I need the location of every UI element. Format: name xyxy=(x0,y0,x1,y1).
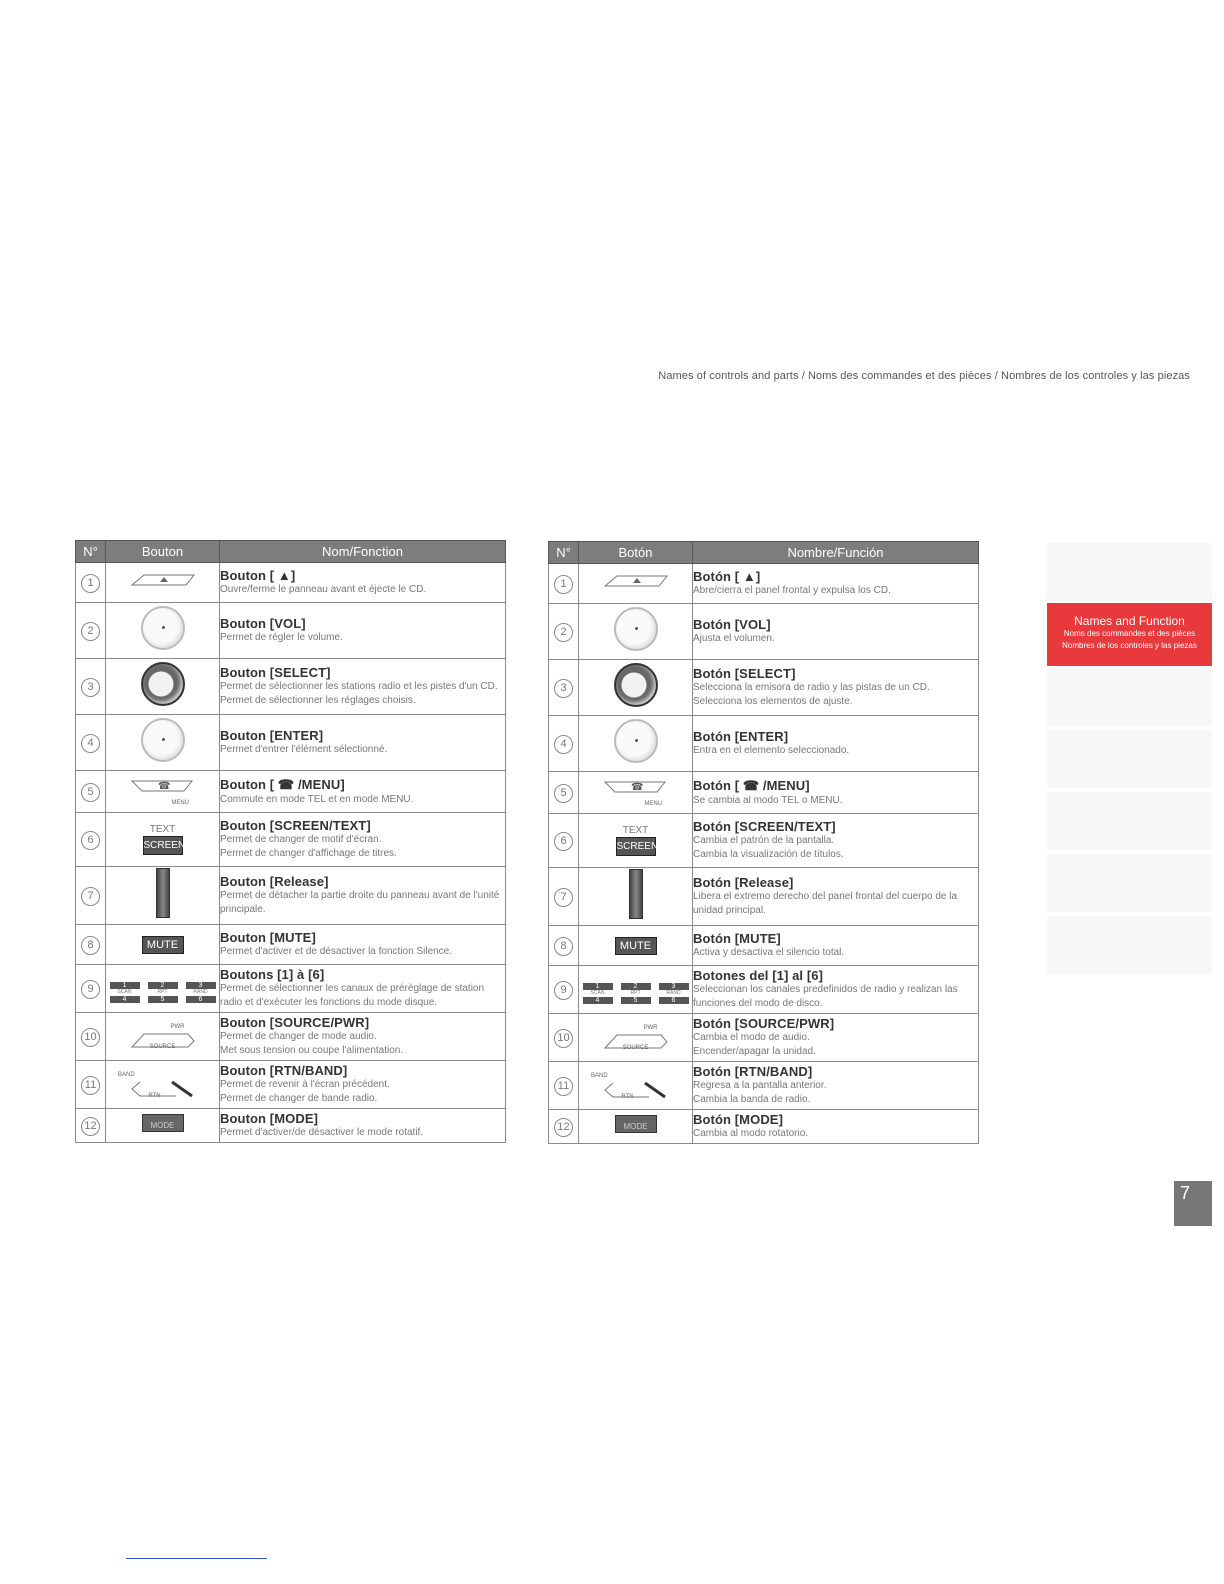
mode-button-icon: MODE xyxy=(615,1115,657,1133)
preset-sub-label: RPT xyxy=(630,990,641,996)
row-title: Botón [VOL] xyxy=(693,617,771,632)
table-row xyxy=(549,966,979,1014)
row-number xyxy=(549,926,579,966)
col-header-num: N° xyxy=(76,541,106,563)
row-description: Activa y desactiva el silencio total. xyxy=(693,947,845,958)
table-row xyxy=(549,814,979,868)
row-number xyxy=(76,867,106,925)
table-row xyxy=(549,604,979,660)
button-illustration xyxy=(579,868,693,926)
button-illustration xyxy=(106,1013,220,1061)
row-number xyxy=(76,1061,106,1109)
row-function xyxy=(220,771,506,813)
table-row xyxy=(76,965,506,1013)
row-function xyxy=(693,926,979,966)
row-number-badge: 4 xyxy=(81,734,100,753)
preset-sub-label: RPT xyxy=(157,989,168,995)
row-function xyxy=(693,660,979,716)
table-row xyxy=(549,660,979,716)
row-title: Botones del [1] al [6] xyxy=(693,968,824,983)
row-title: Bouton [ENTER] xyxy=(220,728,324,743)
table-row xyxy=(76,715,506,771)
col-header-button: Botón xyxy=(579,542,693,564)
svg-text:☎: ☎ xyxy=(630,782,643,793)
row-description: Permet de changer de bande radio. xyxy=(220,1093,378,1104)
preset-button: 4 xyxy=(110,996,140,1003)
sidebar-active-fr: Noms des commandes et des pièces xyxy=(1063,629,1196,638)
preset-button: 1 xyxy=(583,983,613,990)
button-illustration xyxy=(106,603,220,659)
row-title: Botón [SELECT] xyxy=(693,666,796,681)
sidebar-item-3[interactable] xyxy=(1047,668,1212,726)
preset-button: 1 xyxy=(110,982,140,989)
row-description: Permet de sélectionner les stations radio et les pistes d'un CD. xyxy=(220,681,498,692)
row-number xyxy=(76,1013,106,1061)
row-number xyxy=(76,771,106,813)
screen-button-icon: SCREEN xyxy=(616,837,656,856)
row-number xyxy=(549,868,579,926)
row-description: Libera el extremo derecho del panel frontal del cuerpo de la unidad principal. xyxy=(693,891,958,916)
release-bar-icon xyxy=(629,869,643,919)
row-number xyxy=(549,1014,579,1062)
mute-button-icon: MUTE xyxy=(615,937,657,955)
row-number xyxy=(549,716,579,772)
band-label: BAND xyxy=(591,1072,608,1079)
button-illustration xyxy=(579,1014,693,1062)
button-illustration xyxy=(106,659,220,715)
preset-button: 5 xyxy=(148,996,178,1003)
screen-button-icon: SCREEN xyxy=(143,836,183,855)
sidebar-item-names-and-function[interactable] xyxy=(1047,603,1212,666)
sidebar-item-5[interactable] xyxy=(1047,792,1212,850)
table-row xyxy=(549,1110,979,1144)
row-function xyxy=(220,965,506,1013)
button-illustration xyxy=(579,604,693,660)
row-function xyxy=(220,715,506,771)
row-function xyxy=(220,925,506,965)
row-description: Permet d'activer/de désactiver le mode rotatif. xyxy=(220,1127,424,1138)
row-title: Bouton [ ▲] xyxy=(220,568,296,583)
row-title: Bouton [SELECT] xyxy=(220,665,331,680)
text-label: TEXT xyxy=(149,824,176,835)
row-title: Boutons [1] à [6] xyxy=(220,967,325,982)
button-illustration xyxy=(106,563,220,603)
menu-label: MENU xyxy=(171,800,189,806)
svg-text:☎: ☎ xyxy=(157,781,170,792)
row-number xyxy=(76,715,106,771)
row-number xyxy=(549,814,579,868)
col-header-function: Nom/Fonction xyxy=(220,541,506,563)
row-number xyxy=(76,659,106,715)
row-number-badge: 8 xyxy=(554,937,573,956)
preset-button: 2 xyxy=(148,982,178,989)
row-number xyxy=(76,1109,106,1143)
eject-button-shape xyxy=(601,570,671,592)
preset-button: 3 xyxy=(186,982,216,989)
row-number-badge: 12 xyxy=(81,1117,100,1136)
row-number-badge: 4 xyxy=(554,735,573,754)
row-function xyxy=(220,1061,506,1109)
row-description: Encender/apagar la unidad. xyxy=(693,1046,816,1057)
row-description: Permet de changer de mode audio. xyxy=(220,1031,377,1042)
row-number-badge: 1 xyxy=(554,575,573,594)
row-number xyxy=(76,965,106,1013)
row-number-badge: 12 xyxy=(554,1118,573,1137)
preset-sub-label: RAND xyxy=(193,989,208,995)
preset-button: 3 xyxy=(659,983,689,990)
table-row xyxy=(76,771,506,813)
sidebar-active-es: Nombres de los controles y las piezas xyxy=(1062,641,1197,650)
button-illustration xyxy=(579,926,693,966)
button-illustration xyxy=(106,925,220,965)
row-function xyxy=(220,603,506,659)
row-function xyxy=(693,716,979,772)
row-function xyxy=(220,563,506,603)
table-row xyxy=(549,716,979,772)
row-number xyxy=(549,966,579,1014)
row-number-badge: 11 xyxy=(554,1077,573,1096)
row-number-badge: 1 xyxy=(81,574,100,593)
button-illustration xyxy=(106,715,220,771)
release-bar-icon xyxy=(156,868,170,918)
menu-label: MENU xyxy=(644,801,662,807)
button-illustration xyxy=(579,814,693,868)
row-title: Botón [ENTER] xyxy=(693,729,789,744)
row-number xyxy=(549,660,579,716)
row-description: Abre/cierra el panel frontal y expulsa los CD. xyxy=(693,585,891,596)
row-description: Permet de revenir à l'écran précédent. xyxy=(220,1079,390,1090)
row-number-badge: 3 xyxy=(81,678,100,697)
row-number-badge: 9 xyxy=(554,981,573,1000)
mode-button-icon: MODE xyxy=(142,1114,184,1132)
table-row xyxy=(549,564,979,604)
row-number xyxy=(76,563,106,603)
table-row xyxy=(76,659,506,715)
row-number-badge: 2 xyxy=(81,622,100,641)
mute-button-icon: MUTE xyxy=(142,936,184,954)
sidebar-item-6[interactable] xyxy=(1047,854,1212,912)
row-number xyxy=(549,604,579,660)
row-function xyxy=(220,659,506,715)
button-illustration xyxy=(106,771,220,813)
row-function xyxy=(693,966,979,1014)
row-number xyxy=(549,564,579,604)
row-description: Permet de changer d'affichage de titres. xyxy=(220,848,397,859)
row-title: Bouton [SCREEN/TEXT] xyxy=(220,818,371,833)
row-title: Bouton [MODE] xyxy=(220,1111,319,1126)
table-row xyxy=(76,813,506,867)
row-number-badge: 9 xyxy=(81,980,100,999)
preset-sub-label: RAND xyxy=(666,990,681,996)
row-number-badge: 10 xyxy=(554,1029,573,1048)
text-label: TEXT xyxy=(622,825,649,836)
row-function xyxy=(693,604,979,660)
row-description: Met sous tension ou coupe l'alimentation. xyxy=(220,1045,404,1056)
volume-knob-icon xyxy=(614,607,658,651)
row-description: Permet de sélectionner les canaux de prérèglage de station radio et d'exécuter les fonctions du mode disque. xyxy=(220,983,485,1008)
row-number xyxy=(549,772,579,814)
phone-menu-button-shape xyxy=(128,777,198,795)
row-title: Bouton [Release] xyxy=(220,874,329,889)
button-illustration xyxy=(579,772,693,814)
row-description: Entra en el elemento seleccionado. xyxy=(693,745,850,756)
button-illustration xyxy=(579,564,693,604)
enter-knob-icon xyxy=(141,718,185,762)
row-description: Permet d'activer et de désactiver la fonction Silence. xyxy=(220,946,453,957)
rtn-label: RTN xyxy=(621,1093,634,1100)
row-function xyxy=(693,1014,979,1062)
rtn-label: RTN xyxy=(148,1092,161,1099)
pwr-label: PWR xyxy=(170,1023,185,1030)
preset-button: 6 xyxy=(659,997,689,1004)
page-number: 7 xyxy=(1174,1181,1212,1226)
row-description: Cambia al modo rotatorio. xyxy=(693,1128,809,1139)
row-description: Seleccionan los canales predefinidos de radio y realizan las funciones del modo de disco. xyxy=(693,984,958,1009)
preset-button: 6 xyxy=(186,996,216,1003)
table-row xyxy=(76,563,506,603)
table-row xyxy=(76,1109,506,1143)
pwr-label: PWR xyxy=(643,1024,658,1031)
col-header-function: Nombre/Función xyxy=(693,542,979,564)
row-function xyxy=(220,867,506,925)
row-number-badge: 6 xyxy=(81,831,100,850)
row-function xyxy=(693,868,979,926)
row-title: Botón [SOURCE/PWR] xyxy=(693,1016,835,1031)
row-function xyxy=(693,814,979,868)
source-label: SOURCE xyxy=(149,1043,176,1050)
row-description: Regresa a la pantalla anterior. xyxy=(693,1080,827,1091)
row-number xyxy=(76,813,106,867)
row-number-badge: 7 xyxy=(554,888,573,907)
col-header-button: Bouton xyxy=(106,541,220,563)
row-number-badge: 2 xyxy=(554,623,573,642)
table-row xyxy=(76,1061,506,1109)
button-illustration xyxy=(106,867,220,925)
row-number-badge: 11 xyxy=(81,1076,100,1095)
select-knob-icon xyxy=(614,663,658,707)
row-number xyxy=(549,1110,579,1144)
row-number-badge: 6 xyxy=(554,832,573,851)
row-function xyxy=(220,813,506,867)
row-number-badge: 10 xyxy=(81,1028,100,1047)
button-illustration xyxy=(579,966,693,1014)
volume-knob-icon xyxy=(141,606,185,650)
row-number-badge: 8 xyxy=(81,936,100,955)
row-title: Bouton [VOL] xyxy=(220,616,306,631)
row-title: Bouton [ ☎ /MENU] xyxy=(220,776,345,792)
button-illustration xyxy=(106,965,220,1013)
preset-buttons xyxy=(110,982,216,1003)
preset-button: 4 xyxy=(583,997,613,1004)
row-title: Botón [SCREEN/TEXT] xyxy=(693,819,836,834)
row-description: Cambia el patrón de la pantalla. xyxy=(693,835,835,846)
table-row xyxy=(76,1013,506,1061)
row-description: Permet d'entrer l'élément sélectionné. xyxy=(220,744,388,755)
controls-table-fr xyxy=(75,540,506,1143)
band-label: BAND xyxy=(118,1071,135,1078)
row-number-badge: 3 xyxy=(554,679,573,698)
table-row xyxy=(549,1014,979,1062)
row-description: Cambia el modo de audio. xyxy=(693,1032,810,1043)
row-function xyxy=(693,772,979,814)
row-description: Permet de changer de motif d'écran. xyxy=(220,834,382,845)
table-row xyxy=(76,925,506,965)
row-function xyxy=(693,564,979,604)
preset-sub-label: SCAN xyxy=(590,990,605,996)
row-title: Botón [Release] xyxy=(693,875,794,890)
row-function xyxy=(220,1109,506,1143)
row-description: Ajusta el volumen. xyxy=(693,633,775,644)
row-number xyxy=(549,1062,579,1110)
row-description: Permet de régler le volume. xyxy=(220,632,343,643)
button-illustration xyxy=(106,813,220,867)
footer-rule xyxy=(126,1558,267,1559)
rtn-button-shape xyxy=(603,1079,669,1099)
table-row xyxy=(549,926,979,966)
preset-button: 2 xyxy=(621,983,651,990)
row-title: Botón [MODE] xyxy=(693,1112,784,1127)
table-row xyxy=(76,603,506,659)
button-illustration xyxy=(579,716,693,772)
sidebar-item-1[interactable] xyxy=(1047,543,1212,601)
row-function xyxy=(693,1062,979,1110)
eject-button-shape xyxy=(128,569,198,591)
button-illustration xyxy=(579,660,693,716)
sidebar-item-7[interactable] xyxy=(1047,916,1212,974)
row-title: Bouton [SOURCE/PWR] xyxy=(220,1015,370,1030)
row-title: Bouton [MUTE] xyxy=(220,930,316,945)
select-knob-icon xyxy=(141,662,185,706)
row-function xyxy=(693,1110,979,1144)
button-illustration xyxy=(579,1110,693,1144)
table-row xyxy=(549,1062,979,1110)
source-label: SOURCE xyxy=(622,1044,649,1051)
table-row xyxy=(549,868,979,926)
row-description: Cambia la banda de radio. xyxy=(693,1094,811,1105)
sidebar-item-4[interactable] xyxy=(1047,730,1212,788)
phone-menu-button-shape xyxy=(601,778,671,796)
row-number xyxy=(76,925,106,965)
rtn-button-shape xyxy=(130,1078,196,1098)
row-number-badge: 5 xyxy=(81,783,100,802)
row-number-badge: 5 xyxy=(554,784,573,803)
row-title: Botón [RTN/BAND] xyxy=(693,1064,813,1079)
row-description: Ouvre/ferme le panneau avant et éjecte le CD. xyxy=(220,584,427,595)
row-description: Permet de sélectionner les réglages choisis. xyxy=(220,695,416,706)
row-description: Commute en mode TEL et en mode MENU. xyxy=(220,793,414,805)
row-title: Bouton [RTN/BAND] xyxy=(220,1063,348,1078)
row-description: Selecciona los elementos de ajuste. xyxy=(693,696,853,707)
row-description: Se cambia al modo TEL o MENU. xyxy=(693,794,843,806)
row-description: Cambia la visualización de títulos. xyxy=(693,849,844,860)
table-row xyxy=(549,772,979,814)
row-description: Selecciona la emisora de radio y las pistas de un CD. xyxy=(693,682,930,693)
enter-knob-icon xyxy=(614,719,658,763)
preset-buttons xyxy=(583,983,689,1004)
row-title: Botón [MUTE] xyxy=(693,931,781,946)
button-illustration xyxy=(579,1062,693,1110)
button-illustration xyxy=(106,1109,220,1143)
button-illustration xyxy=(106,1061,220,1109)
controls-table-es xyxy=(548,541,979,1144)
row-number-badge: 7 xyxy=(81,887,100,906)
preset-button: 5 xyxy=(621,997,651,1004)
row-title: Botón [ ▲] xyxy=(693,569,761,584)
table-row xyxy=(76,867,506,925)
preset-sub-label: SCAN xyxy=(117,989,132,995)
col-header-num: N° xyxy=(549,542,579,564)
sidebar-active-title: Names and Function xyxy=(1074,614,1185,628)
page-header-breadcrumb: Names of controls and parts / Noms des commandes et des pièces / Nombres de los controles y las piezas xyxy=(658,370,1190,382)
row-number xyxy=(76,603,106,659)
row-description: Permet de détacher la partie droite du panneau avant de l'unité principale. xyxy=(220,890,500,915)
row-title: Botón [ ☎ /MENU] xyxy=(693,777,810,793)
row-function xyxy=(220,1013,506,1061)
